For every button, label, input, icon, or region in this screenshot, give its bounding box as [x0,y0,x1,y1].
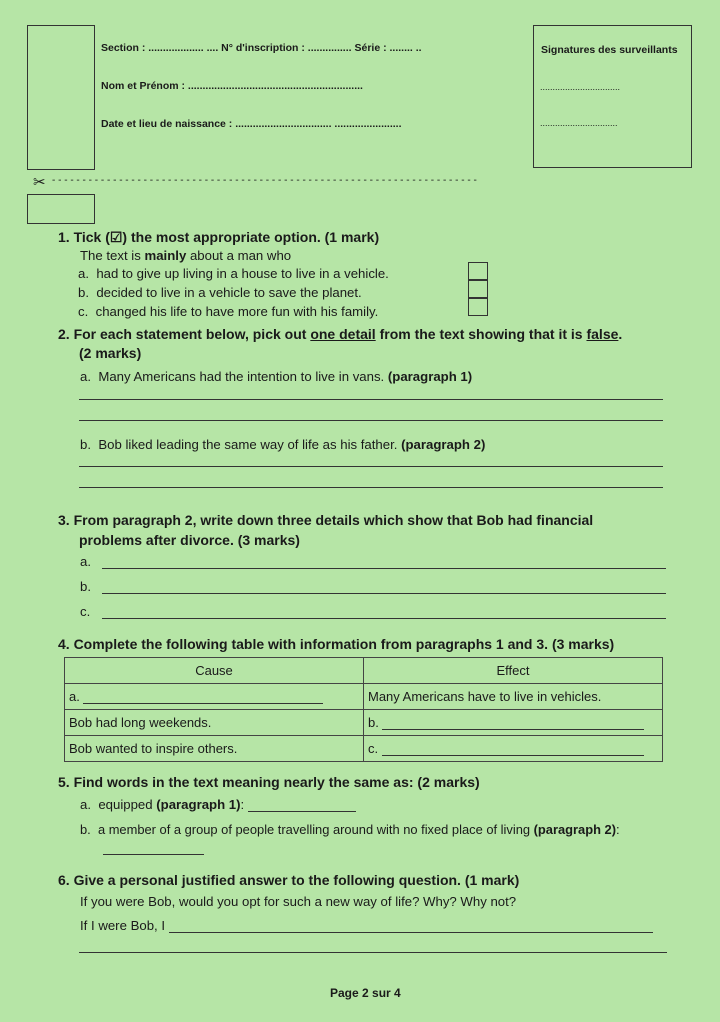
q5-a: a. equipped (paragraph 1): [80,797,356,812]
q1-option-b: b. decided to live in a vehicle to save the planet. [78,285,362,300]
cell-effect: Many Americans have to live in vehicles. [364,684,663,710]
scissors-icon: ✂ [33,174,46,191]
q1-option-c: c. changed his life to have more fun with his family. [78,304,379,319]
q5-b: b. a member of a group of people travelling around with no fixed place of living (paragraph 2): [80,822,620,837]
signatures-label: Signatures des surveillants [541,44,678,56]
cut-line: - - - - - - - - - - - - - - - - - - - - - - - - - - - - - - - - - - - - - - - - - - - - - - - - - - - - - - - - - - - - - - - - - - - - - - [52,175,477,186]
q3-label-a: a. [80,554,91,569]
signature-line: ............................... [540,118,618,128]
q3-title: 3. From paragraph 2, write down three details which show that Bob had financial problems after divorce. (3 marks) [58,512,594,548]
cell-effect-c[interactable]: c. [364,736,663,762]
answer-line[interactable] [103,854,204,855]
checkbox-c[interactable] [468,298,488,316]
q3-label-c: c. [80,604,91,619]
q3-label-b: b. [80,579,91,594]
q6-answer-start: If I were Bob, I [80,918,653,933]
cause-effect-table [64,657,663,762]
answer-line[interactable] [102,568,666,569]
q5-title: 5. Find words in the text meaning nearly the same as: (2 marks) [58,774,480,790]
signatures-box [533,25,692,168]
checkbox-b[interactable] [468,280,488,298]
header-effect: Effect [364,658,663,684]
answer-line[interactable] [79,487,663,488]
checkbox-a[interactable] [468,262,488,280]
q6-title: 6. Give a personal justified answer to the following question. (1 mark) [58,872,520,888]
answer-line[interactable] [102,618,666,619]
q1-stem: The text is mainly about a man who [80,248,292,263]
name-field[interactable]: Nom et Prénom : ............................................................ [101,80,363,92]
answer-line[interactable] [102,593,666,594]
header-cause: Cause [65,658,364,684]
answer-line[interactable] [79,399,663,400]
cell-cause: Bob wanted to inspire others. [65,736,364,762]
cell-effect-b[interactable]: b. [364,710,663,736]
q1-title: 1. Tick (☑) the most appropriate option. (1 mark) [58,229,380,245]
signature-line: ................................ [540,82,621,92]
q4-title: 4. Complete the following table with information from paragraphs 1 and 3. (3 marks) [58,636,615,652]
q1-option-a: a. had to give up living in a house to live in a vehicle. [78,266,389,281]
score-box [27,194,95,224]
q2-a: a. Many Americans had the intention to live in vans. (paragraph 1) [80,369,473,384]
q2-b: b. Bob liked leading the same way of life as his father. (paragraph 2) [80,437,486,452]
page-number: Page 2 sur 4 [330,986,401,1000]
section-field[interactable]: Section : ................... .... N° d'inscription : ............... Série : ........ .. [101,42,422,54]
cell-cause-a[interactable]: a. [65,684,364,710]
answer-line[interactable] [79,420,663,421]
q6-question: If you were Bob, would you opt for such a new way of life? Why? Why not? [80,894,517,909]
birth-field[interactable]: Date et lieu de naissance : ................................. ....................... [101,118,402,130]
answer-line[interactable] [79,952,667,953]
cell-cause: Bob had long weekends. [65,710,364,736]
answer-line[interactable] [79,466,663,467]
q2-title: 2. For each statement below, pick out one detail from the text showing that it is false. (2 marks) [58,326,623,361]
photo-box [27,25,95,170]
